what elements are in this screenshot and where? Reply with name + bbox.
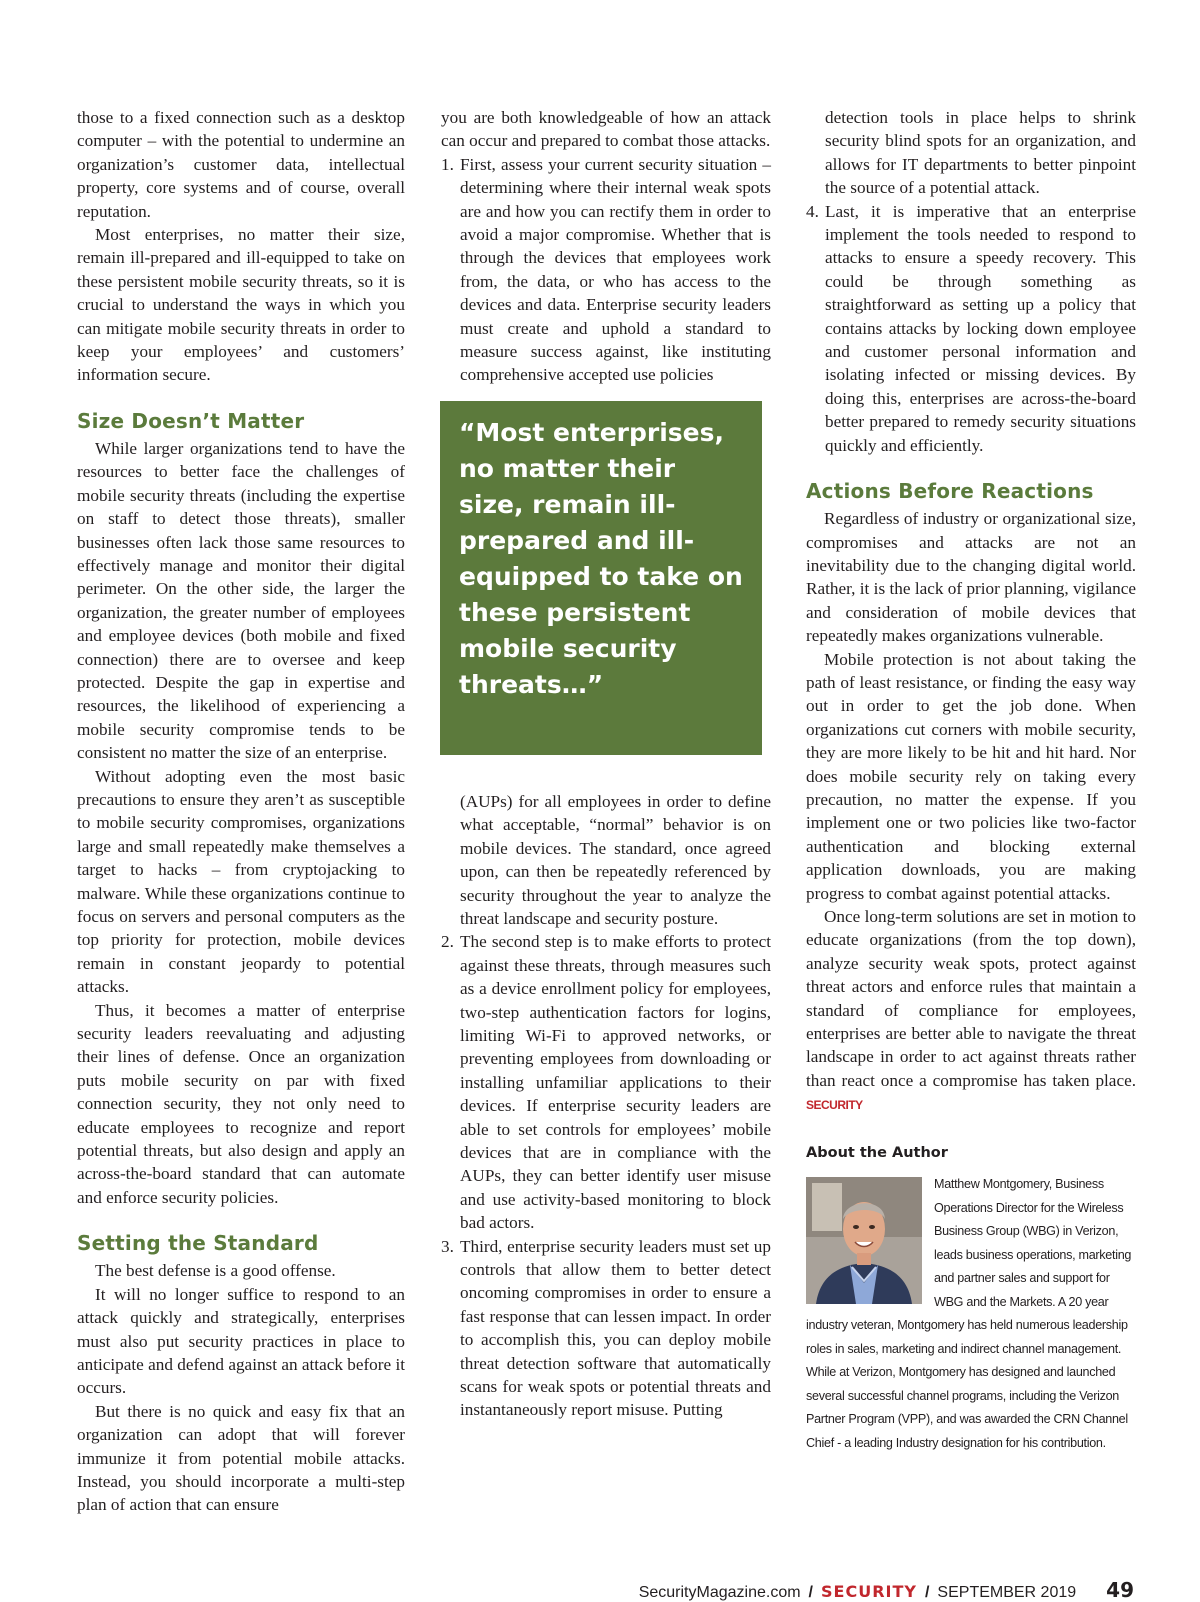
page-number: 49 [1106, 1578, 1134, 1602]
paragraph: Thus, it becomes a matter of enterprise security leaders reevaluating and adjusting their lines of defense. Once an organization puts mobile security on par with fixed connection security, they not only need to educate employees to recognize and report potential threats, but also design and apply an across-the-board standard that can automate and enforce security policies. [77, 1000, 405, 1207]
column-left [77, 106, 405, 1517]
steps-list [441, 153, 771, 387]
column-right [806, 106, 1136, 1455]
paragraph: Most enterprises, no matter their size, remain ill-prepared and ill-equipped to take on these persistent mobile security threats, so it is crucial to understand the ways in which you can mitigate mobile security threats in order to keep your employees’ and customers’ information secure. [77, 225, 405, 385]
list-item-text: The second step is to make efforts to protect against these threats, through measures such as a device enrollment policy for employees, two-step authentication factors for logins, limiting Wi-Fi to approved networks, or preventing employees from downloading or installing unfamiliar applications to their devices. If enterprise security leaders are able to set controls for employees’ mobile devices that are in compliance with the AUPs, they can better identify user misuse and use activity-based monitoring to block bad actors. [460, 932, 771, 1233]
list-number: 1. [441, 154, 454, 174]
list-number: 3. [441, 1236, 454, 1256]
footer-separator: / [924, 1584, 930, 1601]
column-middle [441, 106, 771, 1422]
footer-site: SecurityMagazine.com [638, 1584, 801, 1601]
list-item-text: detection tools in place helps to shrink security blind spots for an organization, and allows for IT departments to better pinpoint the source of a potential attack. [825, 108, 1136, 198]
footer-brand: SECURITY [821, 1582, 917, 1601]
list-item [441, 1235, 771, 1422]
author-bio-text: Matthew Montgomery, Business Operations Director for the Wireless Business Group (WBG) in Verizon, leads business operations, marketing and partner sales and support for WBG and the Markets. A 20 year industry veteran, Montgomery has held numerous leadership roles in sales, marketing and indirect channel management. While at Verizon, Montgomery has designed and launched several successful channel programs, including the Verizon Partner Program (VPP), and was awarded the CRN Channel Chief - a leading Industry designation for his contribution. [806, 1177, 1132, 1450]
author-photo [806, 1177, 922, 1304]
footer-issue: SEPTEMBER 2019 [937, 1584, 1077, 1601]
footer-separator: / [808, 1584, 813, 1601]
list-item-text: Third, enterprise security leaders must set up controls that allow them to better detect oncoming compromises in order to ensure a fast response that can lessen impact. In order to accomplish this, you can deploy mobile threat detection software that automatically scans for weak spots or potential threats and instantaneously report misuse. Putting [460, 1236, 771, 1420]
list-item [806, 106, 1136, 200]
page-footer [639, 1578, 1134, 1602]
list-number: 4. [806, 201, 819, 221]
paragraph: The best defense is a good offense. [95, 1261, 336, 1281]
list-number: 2. [441, 932, 454, 952]
list-item [441, 153, 771, 387]
paragraph: those to a fixed connection such as a desktop computer – with the potential to undermine an organization’s customer data, intellectual property, core systems and of course, overall reputation. [77, 108, 405, 221]
paragraph: But there is no quick and easy fix that an organization can adopt that will forever immunize it from potential mobile attacks. Instead, you should incorporate a multi-step plan of action that can ensure [77, 1401, 405, 1515]
paragraph: Mobile protection is not about taking the path of least resistance, or finding the easy way out in order to get the job done. When organizations cut corners with mobile security, they are more likely to be hit and hit hard. Nor does mobile security rely on taking every precaution, no matter the expense. If you implement one or two policies like two-factor authentication and blocking external application downloads, you are making progress to combat against potential attacks. [806, 649, 1136, 903]
list-item [441, 930, 771, 1234]
list-item-text: First, assess your current security situation – determining where their internal weak spots are and how you can rectify them in order to avoid a major compromise. Whether that is through the devices that employees work from, the data, or who has access to the devices and data. Enterprise security leaders must create and uphold a standard to measure success against, like instituting comprehensive accepted use policies [460, 154, 771, 385]
list-item-text: (AUPs) for all employees in order to define what acceptable, “normal” behavior is on mobile devices. The standard, once agreed upon, can then be repeatedly referenced by security throughout the year to analyze the threat landscape and security posture. [460, 791, 771, 928]
author-bio-block [806, 1173, 1136, 1455]
paragraph: you are both knowledgeable of how an attack can occur and prepared to combat those attacks. [441, 108, 771, 151]
section-heading-actions: Actions Before Reactions [806, 479, 1094, 504]
list-item-text: Last, it is imperative that an enterprise implement the tools needed to respond to attacks to ensure a speedy recovery. This could be through something as straightforward as setting up a policy that contains attacks by locking down employee and customer personal information and isolating infected or missing devices. By doing this, enterprises are across-the-board better prepared to remedy security situations quickly and efficiently. [825, 201, 1136, 455]
list-item [806, 200, 1136, 457]
paragraph: Without adopting even the most basic precautions to ensure they aren’t as susceptible to mobile security compromises, organizations large and small repeatedly make themselves a target to hacks – from cryptojacking to malware. While these organizations continue to focus on servers and personal computers as the top priority for protection, mobile devices remain in constant jeopardy to potential attacks. [77, 766, 405, 997]
steps-list-continued [441, 790, 771, 1422]
section-heading-standard: Setting the Standard [77, 1231, 319, 1256]
about-author-heading: About the Author [806, 1144, 948, 1161]
paragraph-text: Once long-term solutions are set in motion to educate organizations (from the top down), analyze security weak spots, protect against threat actors and enforce rules that maintain a standard of compliance for employees, enterprises are better able to navigate the threat landscape in order to act against threats rather than react once a compromise has taken place. [806, 907, 1136, 1090]
paragraph: While larger organizations tend to have the resources to better face the challenges of mobile security threats (including the expertise on staff to detect those threats), smaller businesses often lack those same resources to effectively manage and monitor their digital perimeter. On the other side, the larger the organization, the greater number of employees and employee devices (both mobile and fixed connection) there are to oversee and keep protected. Despite the gap in expertise and resources, the likelihood of experiencing a mobile security compromise tends to be consistent no matter the size of an enterprise. [77, 438, 405, 763]
paragraph [806, 905, 1136, 1118]
paragraph: It will no longer suffice to respond to an attack quickly and strategically, enterprises must also put security practices in place to anticipate and defend against an attack before it occurs. [77, 1284, 405, 1398]
section-heading-size: Size Doesn’t Matter [77, 408, 305, 433]
pull-quote: “Most enterprises, no matter their size, remain ill-prepared and ill-equipped to take on these persistent mobile security threats…” [440, 401, 762, 755]
list-item [441, 790, 771, 930]
paragraph: Regardless of industry or organizational size, compromises and attacks are not an inevitability due to the changing digital world. Rather, it is the lack of prior planning, vigilance and consideration of mobile devices that repeatedly makes organizations vulnerable. [806, 509, 1136, 646]
steps-list-continued [806, 106, 1136, 457]
end-mark: SECURITY [806, 1098, 863, 1113]
